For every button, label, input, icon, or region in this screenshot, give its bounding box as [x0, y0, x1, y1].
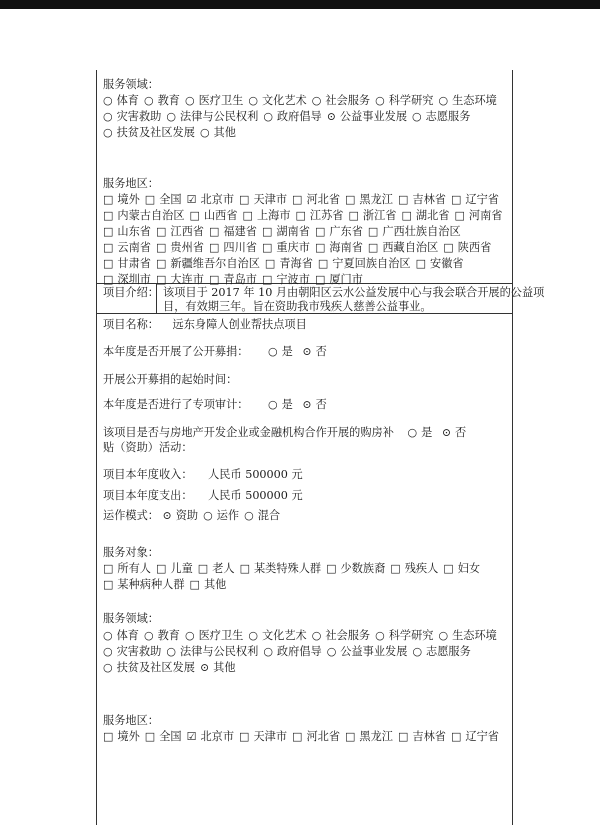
- checkbox-option[interactable]: [315, 240, 363, 256]
- checkbox-option-label: 海南省: [329, 241, 363, 254]
- service-targets-options: [103, 561, 508, 593]
- radio-icon: ○: [412, 645, 423, 658]
- checkbox-icon: □: [239, 730, 250, 743]
- radio-option-label: 文化艺术: [261, 629, 307, 642]
- checkbox-option-label: 青海省: [279, 257, 313, 270]
- checkbox-option[interactable]: [265, 256, 313, 272]
- checkbox-icon: □: [239, 193, 250, 206]
- checkbox-icon: □: [450, 193, 462, 206]
- service-targets-label: 服务对象：: [103, 546, 159, 559]
- radio-icon: ○: [144, 94, 154, 107]
- checkbox-option[interactable]: [326, 561, 385, 577]
- checkbox-option-label: 宁波市: [276, 273, 310, 286]
- operation-mode-label: 运作模式：: [103, 509, 159, 522]
- radio-option-label: 科学研究: [388, 629, 434, 642]
- radio-option[interactable]: [244, 508, 280, 523]
- service-areas-label-2: 服务领域：: [103, 612, 159, 625]
- radio-option-label: 运作: [216, 509, 240, 522]
- service-regions-label: 服务地区：: [103, 177, 159, 190]
- checkbox-icon: □: [450, 730, 462, 743]
- checkbox-option-label: 境外: [117, 193, 140, 206]
- checkbox-option[interactable]: [398, 729, 446, 745]
- checkbox-option[interactable]: [345, 192, 393, 208]
- checkbox-option[interactable]: [145, 192, 182, 208]
- checkbox-option[interactable]: [103, 224, 151, 240]
- checkbox-icon: □: [348, 209, 359, 222]
- checkbox-icon: □: [208, 241, 220, 254]
- radio-option[interactable]: [185, 93, 243, 109]
- checkbox-option-label: 深圳市: [117, 273, 151, 286]
- radio-option-label: 法律与公民权利: [179, 645, 259, 658]
- radio-icon: ○: [185, 94, 195, 107]
- radio-option-label: 科学研究: [388, 94, 434, 107]
- checkbox-option[interactable]: [103, 240, 151, 256]
- checkbox-option-label: 江西省: [170, 225, 204, 238]
- checkbox-icon: □: [454, 209, 465, 222]
- checkbox-option-label: 北京市: [200, 730, 235, 743]
- radio-icon: ○: [438, 629, 449, 642]
- radio-icon: ○: [166, 110, 176, 123]
- expense-value: 人民币 500000 元: [208, 489, 303, 502]
- checkbox-option[interactable]: [239, 729, 287, 745]
- radio-icon: ○: [103, 110, 113, 123]
- checkbox-icon: □: [367, 225, 379, 238]
- checkbox-option-label: 青岛市: [223, 273, 257, 286]
- radio-icon: ○: [412, 110, 422, 123]
- checkbox-icon: □: [189, 578, 200, 591]
- radio-option[interactable]: [203, 508, 239, 523]
- radio-icon: ○: [263, 645, 273, 658]
- audit-yes-radio[interactable]: ○ 是: [268, 398, 293, 411]
- radio-icon: ○: [166, 645, 176, 658]
- checkbox-option[interactable]: [315, 224, 363, 240]
- radio-checked-icon: ⊙: [162, 509, 172, 522]
- service-areas-options-1: [103, 93, 508, 141]
- checkbox-option[interactable]: [103, 192, 140, 208]
- checkbox-option[interactable]: [190, 208, 238, 224]
- checkbox-option-label: 境外: [117, 730, 140, 743]
- housing-question-line-1: 该项目是否与房地产开发企业或金融机构合作开展的购房补: [103, 426, 394, 439]
- radio-option-label: 医疗卫生: [198, 94, 244, 107]
- checkbox-option-label: 某种病种人群: [117, 578, 185, 591]
- radio-option[interactable]: [412, 644, 470, 660]
- checkbox-icon: □: [292, 193, 303, 206]
- radio-option[interactable]: [185, 628, 243, 644]
- checkbox-option[interactable]: [454, 208, 502, 224]
- radio-option-label: 扶贫及社区发展: [116, 661, 195, 674]
- checkbox-option[interactable]: [292, 729, 340, 745]
- radio-option-label: 医疗卫生: [198, 629, 244, 642]
- checkbox-icon: □: [261, 241, 273, 254]
- checkbox-option-label: 河南省: [468, 209, 503, 222]
- service-regions-label-2: 服务地区：: [103, 714, 159, 727]
- radio-option[interactable]: [248, 93, 306, 109]
- radio-icon: ○: [103, 126, 113, 139]
- checkbox-option-label: 辽宁省: [465, 193, 499, 206]
- checkbox-option-label: 江苏省: [309, 209, 344, 222]
- project-name-row: [103, 317, 307, 332]
- checkbox-icon: □: [103, 578, 114, 591]
- checkbox-option[interactable]: [296, 208, 344, 224]
- radio-option[interactable]: [263, 109, 321, 125]
- checkbox-option[interactable]: [187, 192, 234, 208]
- checkbox-checked-icon: ☑: [186, 193, 197, 206]
- checkbox-icon: □: [314, 273, 326, 286]
- radio-icon: ○: [144, 629, 154, 642]
- audit-no-radio[interactable]: ⊙ 否: [302, 398, 327, 411]
- checkbox-icon: □: [155, 273, 167, 286]
- checkbox-option-label: 北京市: [200, 193, 235, 206]
- radio-option-label: 文化艺术: [261, 94, 307, 107]
- checkbox-checked-icon: ☑: [186, 730, 197, 743]
- radio-icon: ○: [375, 94, 385, 107]
- checkbox-icon: □: [261, 273, 273, 286]
- checkbox-icon: □: [264, 257, 276, 270]
- checkbox-option-label: 吉林省: [412, 730, 446, 743]
- checkbox-icon: □: [155, 257, 167, 270]
- checkbox-icon: □: [103, 730, 114, 743]
- checkbox-icon: □: [443, 562, 454, 575]
- radio-option[interactable]: [439, 628, 497, 644]
- radio-icon: ○: [103, 645, 113, 658]
- checkbox-icon: □: [242, 209, 253, 222]
- radio-option[interactable]: [439, 93, 497, 109]
- radio-option[interactable]: [103, 660, 195, 676]
- checkbox-option[interactable]: [103, 561, 151, 577]
- radio-option[interactable]: [163, 508, 199, 523]
- radio-icon: ○: [199, 126, 210, 139]
- checkbox-icon: □: [367, 241, 379, 254]
- checkbox-option-label: 妇女: [457, 562, 481, 575]
- radio-icon: ○: [185, 629, 195, 642]
- project-name-value: 远东身障人创业帮扶点项目: [172, 318, 307, 331]
- checkbox-icon: □: [314, 241, 326, 254]
- radio-option-label: 体育: [116, 94, 139, 107]
- checkbox-option[interactable]: [368, 240, 438, 256]
- scan-top-edge: [0, 0, 600, 9]
- radio-option[interactable]: [166, 644, 258, 660]
- checkbox-option-label: 所有人: [117, 562, 151, 575]
- checkbox-icon: □: [239, 562, 250, 575]
- checkbox-icon: □: [197, 562, 209, 575]
- radio-option-label: 灾害救助: [116, 645, 162, 658]
- checkbox-option[interactable]: [145, 729, 182, 745]
- checkbox-icon: □: [103, 241, 114, 254]
- checkbox-option[interactable]: [398, 192, 446, 208]
- checkbox-option[interactable]: [187, 729, 234, 745]
- radio-option[interactable]: [200, 125, 236, 141]
- radio-checked-icon: ⊙: [199, 661, 210, 674]
- checkbox-icon: □: [155, 241, 167, 254]
- checkbox-option[interactable]: [209, 224, 257, 240]
- service-areas-label: 服务领域：: [103, 78, 159, 91]
- checkbox-option-label: 宁夏回族自治区: [332, 257, 411, 270]
- checkbox-icon: □: [415, 257, 427, 270]
- radio-option[interactable]: [327, 109, 407, 125]
- checkbox-option-label: 天津市: [253, 193, 288, 206]
- radio-option[interactable]: [103, 93, 139, 109]
- radio-option-label: 教育: [157, 94, 180, 107]
- checkbox-option-label: 山西省: [203, 209, 238, 222]
- special-audit-row: [103, 397, 327, 412]
- checkbox-icon: □: [155, 562, 167, 575]
- radio-checked-icon: ⊙: [326, 110, 336, 123]
- public-fundraising-row: [103, 344, 327, 359]
- radio-option[interactable]: [200, 660, 236, 676]
- radio-option[interactable]: [312, 93, 370, 109]
- radio-option[interactable]: [248, 628, 306, 644]
- service-regions-options-2: [103, 729, 508, 745]
- radio-option[interactable]: [144, 628, 180, 644]
- checkbox-option-label: 其他: [203, 578, 227, 591]
- radio-icon: ○: [103, 661, 113, 674]
- radio-option-label: 灾害救助: [116, 110, 162, 123]
- fundraising-start-label: 开展公开募捐的起始时间：: [103, 373, 238, 386]
- checkbox-option-label: 甘肃省: [117, 257, 151, 270]
- checkbox-option-label: 天津市: [253, 730, 288, 743]
- radio-option-label: 混合: [257, 509, 281, 522]
- expense-row: [103, 488, 303, 503]
- checkbox-option-label: 贵州省: [170, 241, 204, 254]
- checkbox-option[interactable]: [239, 192, 287, 208]
- checkbox-option-label: 黑龙江: [359, 193, 393, 206]
- checkbox-option[interactable]: [443, 561, 480, 577]
- checkbox-option-label: 安徽省: [430, 257, 464, 270]
- checkbox-option[interactable]: [240, 561, 322, 577]
- service-areas-options-2: [103, 628, 508, 676]
- checkbox-icon: □: [292, 730, 303, 743]
- radio-option-label: 教育: [157, 629, 180, 642]
- checkbox-option[interactable]: [368, 224, 461, 240]
- radio-option-label: 公益事业发展: [339, 110, 408, 123]
- table-border-left: [96, 70, 97, 825]
- checkbox-option-label: 吉林省: [412, 193, 446, 206]
- checkbox-icon: □: [401, 209, 412, 222]
- checkbox-option[interactable]: [401, 208, 449, 224]
- checkbox-icon: □: [314, 225, 326, 238]
- checkbox-option-label: 福建省: [223, 225, 257, 238]
- radio-option-label: 公益事业发展: [340, 645, 408, 658]
- radio-option[interactable]: [103, 109, 161, 125]
- checkbox-option-label: 河北省: [306, 193, 341, 206]
- checkbox-option-label: 上海市: [256, 209, 291, 222]
- checkbox-option-label: 云南省: [117, 241, 151, 254]
- checkbox-icon: □: [103, 562, 114, 575]
- income-value: 人民币 500000 元: [208, 468, 303, 481]
- checkbox-option-label: 新疆维吾尔自治区: [170, 257, 260, 270]
- radio-icon: ○: [326, 645, 337, 658]
- radio-icon: ○: [311, 629, 322, 642]
- checkbox-option[interactable]: [156, 256, 260, 272]
- checkbox-option[interactable]: [209, 240, 257, 256]
- checkbox-option[interactable]: [262, 224, 310, 240]
- radio-option[interactable]: [327, 644, 408, 660]
- checkbox-option[interactable]: [345, 729, 393, 745]
- fundraising-yes-radio[interactable]: ○ 是: [268, 345, 293, 358]
- checkbox-option-label: 广西壮族自治区: [382, 225, 461, 238]
- checkbox-option-label: 广东省: [329, 225, 363, 238]
- radio-option-label: 体育: [116, 629, 139, 642]
- radio-option-label: 其他: [213, 661, 236, 674]
- intro-label: 项目介绍：: [103, 286, 159, 299]
- checkbox-icon: □: [103, 193, 114, 206]
- radio-icon: ○: [244, 509, 254, 522]
- checkbox-icon: □: [208, 225, 220, 238]
- radio-option[interactable]: [103, 644, 161, 660]
- checkbox-option-label: 重庆市: [276, 241, 310, 254]
- checkbox-icon: □: [144, 193, 156, 206]
- checkbox-option-label: 老人: [212, 562, 235, 575]
- checkbox-icon: □: [144, 730, 156, 743]
- checkbox-option[interactable]: [451, 192, 499, 208]
- checkbox-option[interactable]: [156, 240, 204, 256]
- checkbox-icon: □: [103, 209, 114, 222]
- checkbox-icon: □: [103, 273, 114, 286]
- checkbox-icon: □: [317, 257, 329, 270]
- radio-option-label: 社会服务: [325, 629, 371, 642]
- project-name-label: 项目名称：: [103, 318, 159, 331]
- checkbox-option-label: 某类特殊人群: [253, 562, 322, 575]
- radio-option[interactable]: [103, 125, 195, 141]
- radio-option-label: 扶贫及社区发展: [116, 126, 195, 139]
- radio-icon: ○: [375, 629, 385, 642]
- checkbox-option-label: 山东省: [117, 225, 151, 238]
- checkbox-option-label: 河北省: [306, 730, 341, 743]
- checkbox-option-label: 内蒙古自治区: [117, 209, 185, 222]
- intro-text-line-1: 该项目于 2017 年 10 月由朝阳区云水公益发展中心与我会联合开展的公益项: [163, 286, 545, 299]
- radio-option-label: 政府倡导: [276, 110, 322, 123]
- income-label: 项目本年度收入：: [103, 468, 193, 481]
- checkbox-icon: □: [208, 273, 220, 286]
- radio-option[interactable]: [103, 628, 139, 644]
- radio-icon: ○: [438, 94, 449, 107]
- housing-question-line-2: 贴（资助）活动：: [103, 441, 193, 454]
- checkbox-option-label: 浙江省: [362, 209, 397, 222]
- checkbox-option[interactable]: [190, 577, 227, 593]
- radio-option-label: 政府倡导: [276, 645, 322, 658]
- radio-icon: ○: [263, 110, 273, 123]
- checkbox-option[interactable]: [443, 240, 491, 256]
- checkbox-option[interactable]: [198, 561, 235, 577]
- radio-option-label: 生态环境: [452, 629, 497, 642]
- checkbox-option-label: 湖南省: [276, 225, 310, 238]
- radio-icon: ○: [248, 94, 258, 107]
- radio-icon: ○: [103, 629, 113, 642]
- checkbox-option-label: 大连市: [170, 273, 204, 286]
- checkbox-option-label: 全国: [159, 193, 182, 206]
- checkbox-option-label: 四川省: [223, 241, 257, 254]
- radio-option-label: 志愿服务: [425, 110, 471, 123]
- checkbox-option[interactable]: [156, 224, 204, 240]
- checkbox-option[interactable]: [103, 729, 140, 745]
- radio-option-label: 法律与公民权利: [179, 110, 259, 123]
- checkbox-option[interactable]: [318, 256, 411, 272]
- radio-option[interactable]: [375, 93, 433, 109]
- radio-option-label: 志愿服务: [426, 645, 471, 658]
- radio-option[interactable]: [144, 93, 180, 109]
- radio-option[interactable]: [263, 644, 321, 660]
- checkbox-icon: □: [189, 209, 200, 222]
- special-audit-label: 本年度是否进行了专项审计：: [103, 398, 249, 411]
- checkbox-icon: □: [103, 257, 114, 270]
- radio-icon: ○: [248, 629, 258, 642]
- checkbox-option-label: 全国: [159, 730, 182, 743]
- public-fundraising-label: 本年度是否开展了公开募捐：: [103, 345, 249, 358]
- radio-option[interactable]: [375, 628, 433, 644]
- radio-option-label: 生态环境: [452, 94, 497, 107]
- checkbox-option-label: 残疾人: [404, 562, 439, 575]
- radio-option-label: 社会服务: [325, 94, 371, 107]
- checkbox-icon: □: [345, 193, 356, 206]
- checkbox-option-label: 黑龙江: [359, 730, 393, 743]
- operation-mode-options: [163, 509, 286, 522]
- checkbox-option[interactable]: [103, 208, 185, 224]
- checkbox-option[interactable]: [451, 729, 499, 745]
- checkbox-icon: □: [390, 562, 401, 575]
- housing-no-radio[interactable]: ⊙ 否: [441, 426, 467, 439]
- checkbox-icon: □: [345, 730, 356, 743]
- checkbox-option[interactable]: [103, 577, 185, 593]
- checkbox-icon: □: [398, 193, 409, 206]
- checkbox-option-label: 厦门市: [329, 273, 363, 286]
- checkbox-option-label: 湖北省: [415, 209, 450, 222]
- checkbox-option[interactable]: [156, 561, 193, 577]
- radio-icon: ○: [311, 94, 322, 107]
- table-border-right: [512, 70, 513, 825]
- checkbox-icon: □: [443, 241, 454, 254]
- checkbox-option-label: 辽宁省: [465, 730, 499, 743]
- radio-icon: ○: [203, 509, 213, 522]
- checkbox-option[interactable]: [103, 256, 151, 272]
- checkbox-icon: □: [103, 225, 114, 238]
- housing-question-row: [103, 425, 466, 440]
- operation-mode-row: [103, 508, 285, 523]
- checkbox-option-label: 儿童: [170, 562, 193, 575]
- checkbox-option-label: 西藏自治区: [382, 241, 439, 254]
- fundraising-no-radio[interactable]: ⊙ 否: [302, 345, 327, 358]
- expense-label: 项目本年度支出：: [103, 489, 193, 502]
- radio-icon: ○: [103, 94, 113, 107]
- intro-text-line-2: 目，有效期三年。旨在资助我市残疾人慈善公益事业。: [163, 300, 432, 313]
- checkbox-option-label: 陕西省: [457, 241, 492, 254]
- checkbox-icon: □: [295, 209, 306, 222]
- checkbox-icon: □: [326, 562, 337, 575]
- checkbox-option[interactable]: [262, 240, 310, 256]
- radio-option[interactable]: [166, 109, 258, 125]
- checkbox-option-label: 少数族裔: [340, 562, 386, 575]
- service-regions-options-1: [103, 192, 508, 288]
- income-row: [103, 467, 303, 482]
- radio-option[interactable]: [312, 628, 370, 644]
- checkbox-option[interactable]: [349, 208, 397, 224]
- radio-option[interactable]: [412, 109, 470, 125]
- checkbox-icon: □: [155, 225, 167, 238]
- checkbox-icon: □: [261, 225, 273, 238]
- checkbox-icon: □: [398, 730, 409, 743]
- checkbox-option[interactable]: [243, 208, 291, 224]
- checkbox-option[interactable]: [292, 192, 340, 208]
- housing-yes-radio[interactable]: ○ 是: [407, 426, 433, 439]
- radio-option-label: 资助: [175, 509, 199, 522]
- checkbox-option[interactable]: [416, 256, 464, 272]
- radio-option-label: 其他: [213, 126, 236, 139]
- checkbox-option[interactable]: [390, 561, 438, 577]
